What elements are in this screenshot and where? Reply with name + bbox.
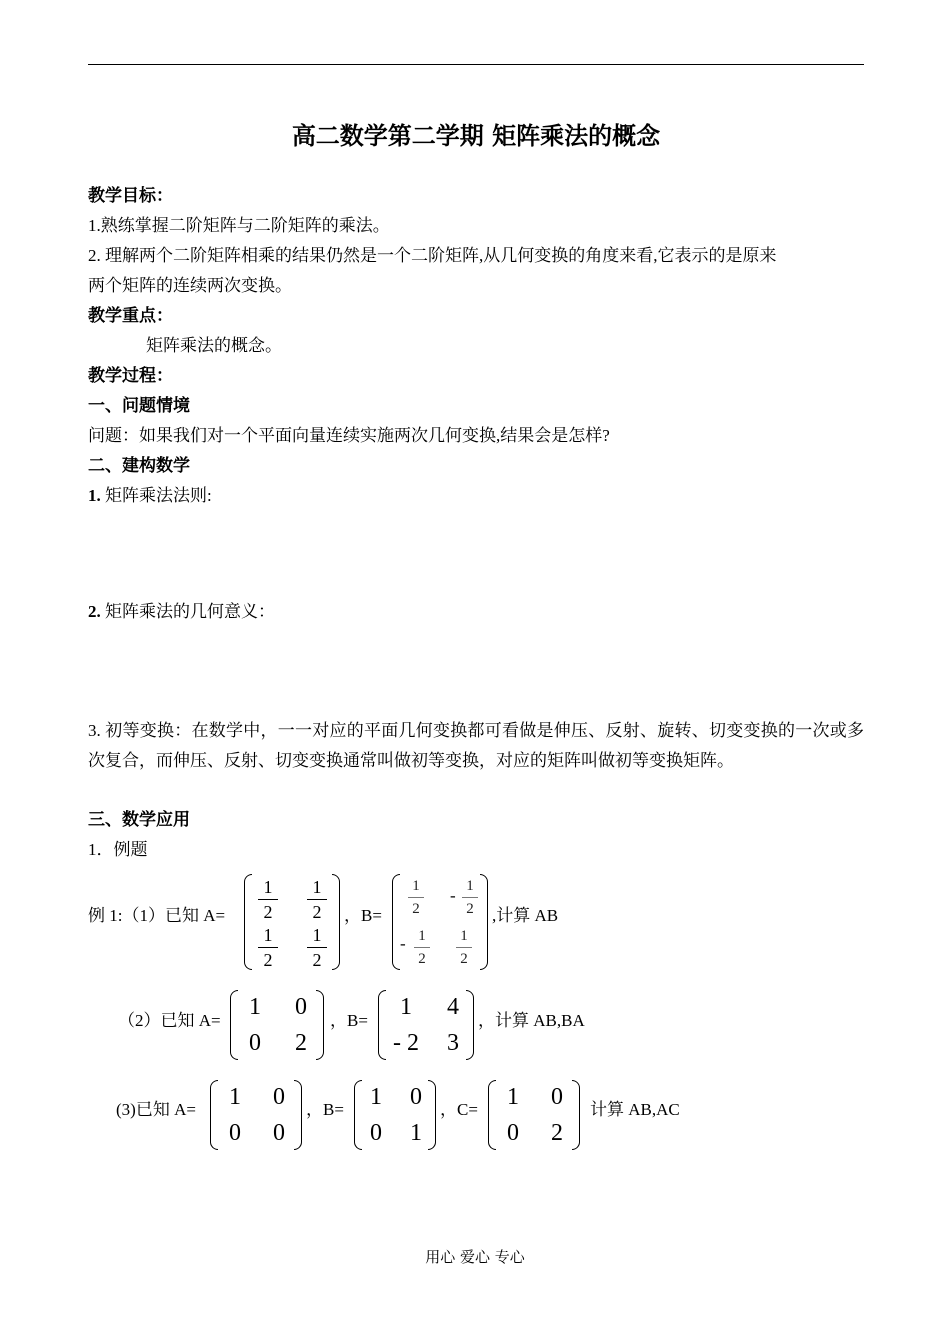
- minus-sign: -: [450, 886, 456, 905]
- matrix-entry: 1: [400, 994, 412, 1020]
- matrix-entry: 1: [229, 1084, 241, 1110]
- ex3-b-label: ，B=: [306, 1100, 344, 1119]
- item-label: 矩阵乘法的几何意义：: [100, 602, 275, 621]
- matrix-entry: 1 2: [460, 876, 480, 919]
- matrix-entry: - 2: [393, 1030, 419, 1056]
- ex1-matrix-a: [244, 874, 340, 970]
- ex1-suffix: ,计算 AB: [492, 906, 559, 925]
- objective-2-line-2: 两个矩阵的连续两次变换。: [88, 276, 292, 295]
- minus-sign: -: [400, 934, 406, 953]
- header-rule: [88, 64, 864, 65]
- matrix-entry: 0: [249, 1030, 261, 1056]
- objective-2-line-1: 2. 理解两个二阶矩阵相乘的结果仍然是一个二阶矩阵,从几何变换的角度来看,它表示的是原来: [88, 246, 777, 265]
- ex1-b-label: ，B=: [344, 906, 382, 925]
- matrix-entry: 1 2: [256, 876, 280, 923]
- ex2-matrix-b: [378, 990, 474, 1060]
- matrix-entry: 1 2: [256, 924, 280, 971]
- ex2-suffix: ，计算 AB,BA: [478, 1011, 585, 1030]
- ex1-prefix: 例 1:（1）已知 A=: [88, 906, 226, 925]
- matrix-entry: 3: [447, 1030, 459, 1056]
- matrix-entry: 0: [507, 1120, 519, 1146]
- matrix-entry: 0: [410, 1084, 422, 1110]
- ex3-matrix-b: [354, 1080, 436, 1150]
- matrix-entry: 0: [273, 1084, 285, 1110]
- matrix-entry: 0: [273, 1120, 285, 1146]
- matrix-entry: 1: [249, 994, 261, 1020]
- item-number: 1.: [88, 486, 101, 505]
- process-heading: 教学过程：: [88, 366, 173, 385]
- matrix-entry: 0: [229, 1120, 241, 1146]
- page-footer: 用心 爱心 专心: [425, 1248, 525, 1266]
- ex3-prefix: (3)已知 A=: [116, 1100, 196, 1119]
- examples-heading: 1．例题: [88, 840, 148, 859]
- matrix-entry: 0: [295, 994, 307, 1020]
- matrix-entry: 1: [507, 1084, 519, 1110]
- page-title: 高二数学第二学期 矩阵乘法的概念: [291, 122, 661, 150]
- question-text: 问题：如果我们对一个平面向量连续实施两次几何变换,结果会是怎样?: [88, 426, 610, 445]
- key-point: 矩阵乘法的概念。: [146, 336, 282, 355]
- section-construct-math: 二、建构数学: [88, 456, 190, 475]
- objective-1: 1.熟练掌握二阶矩阵与二阶矩阵的乘法。: [88, 216, 390, 235]
- matrix-entry: 1 2: [412, 926, 432, 969]
- section-math-application: 三、数学应用: [88, 810, 190, 829]
- matrix-entry: 1 2: [305, 924, 329, 971]
- ex2-matrix-a: [230, 990, 324, 1060]
- matrix-entry: 2: [295, 1030, 307, 1056]
- ex3-matrix-a: [210, 1080, 302, 1150]
- matrix-entry: 1 2: [406, 876, 426, 919]
- item-geometric-meaning: [88, 600, 275, 624]
- ex3-matrix-c: [488, 1080, 580, 1150]
- ex2-b-label: ，B=: [330, 1011, 368, 1030]
- matrix-entry: 2: [551, 1120, 563, 1146]
- matrix-entry: 4: [447, 994, 459, 1020]
- matrix-entry: 0: [551, 1084, 563, 1110]
- ex2-prefix: （2）已知 A=: [118, 1011, 221, 1030]
- ex1-matrix-b: [392, 874, 488, 970]
- key-point-heading: 教学重点：: [88, 306, 173, 325]
- item-number: 2.: [88, 602, 101, 621]
- matrix-entry: 0: [370, 1120, 382, 1146]
- ex3-c-label: ，C=: [440, 1100, 478, 1119]
- matrix-entry: 1: [410, 1120, 422, 1146]
- item-elementary-transform: 3. 初等变换：在数学中，一一对应的平面几何变换都可看做是伸压、反射、旋转、切变变换的一次或多次复合，而伸压、反射、切变变换通常叫做初等变换，对应的矩阵叫做初等变换矩阵。: [88, 721, 864, 770]
- matrix-entry: 1 2: [305, 876, 329, 923]
- item-label: 矩阵乘法法则:: [100, 486, 212, 505]
- objectives-heading: 教学目标：: [88, 186, 173, 205]
- ex3-suffix: 计算 AB,AC: [590, 1100, 680, 1119]
- matrix-entry: 1: [370, 1084, 382, 1110]
- item-multiplication-rule: [88, 484, 212, 508]
- section-problem-situation: 一、问题情境: [88, 396, 190, 415]
- matrix-entry: 1 2: [454, 926, 474, 969]
